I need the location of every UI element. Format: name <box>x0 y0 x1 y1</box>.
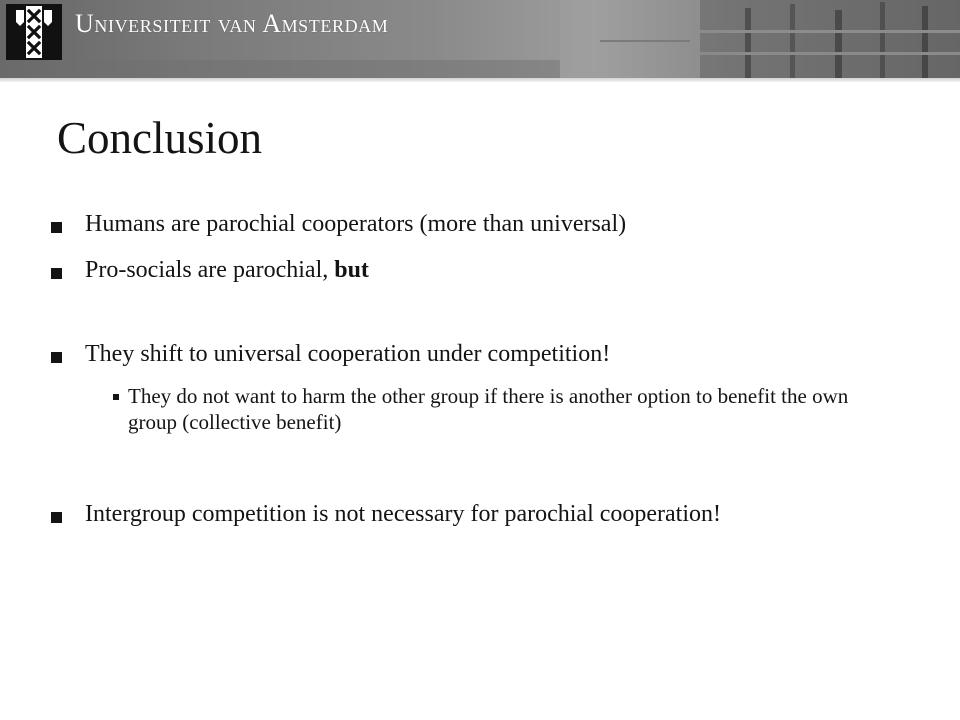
bullet-bold-text: but <box>334 257 369 283</box>
bullet-item <box>48 255 868 285</box>
bullet-item <box>48 209 868 239</box>
square-bullet-icon <box>51 268 62 279</box>
slide-title: Conclusion <box>57 113 263 163</box>
header-divider <box>0 78 960 82</box>
square-bullet-icon <box>51 512 62 523</box>
bullet-text: Pro-socials are parochial, <box>85 257 335 283</box>
square-bullet-icon <box>51 222 62 233</box>
sub-bullet-text: They do not want to harm the other group if there is another option to benefit the own group (collective benefit) <box>128 384 849 434</box>
sub-bullet-list <box>85 383 873 435</box>
square-bullet-icon <box>51 352 62 363</box>
institution-name: Universiteit van Amsterdam <box>75 9 389 38</box>
small-square-bullet-icon <box>113 394 119 400</box>
bullet-item <box>48 499 868 529</box>
bullet-text: Intergroup competition is not necessary for parochial cooperation! <box>85 501 722 527</box>
university-logo <box>6 4 62 60</box>
uva-xxx-crest-icon <box>6 4 62 60</box>
sub-bullet-item <box>113 383 873 435</box>
bullet-text: They shift to universal cooperation under competition! <box>85 341 611 367</box>
header-banner <box>0 0 960 78</box>
bullet-item <box>48 339 868 435</box>
bullet-list <box>48 205 868 529</box>
bullet-text: Humans are parochial cooperators (more than universal) <box>85 211 627 237</box>
